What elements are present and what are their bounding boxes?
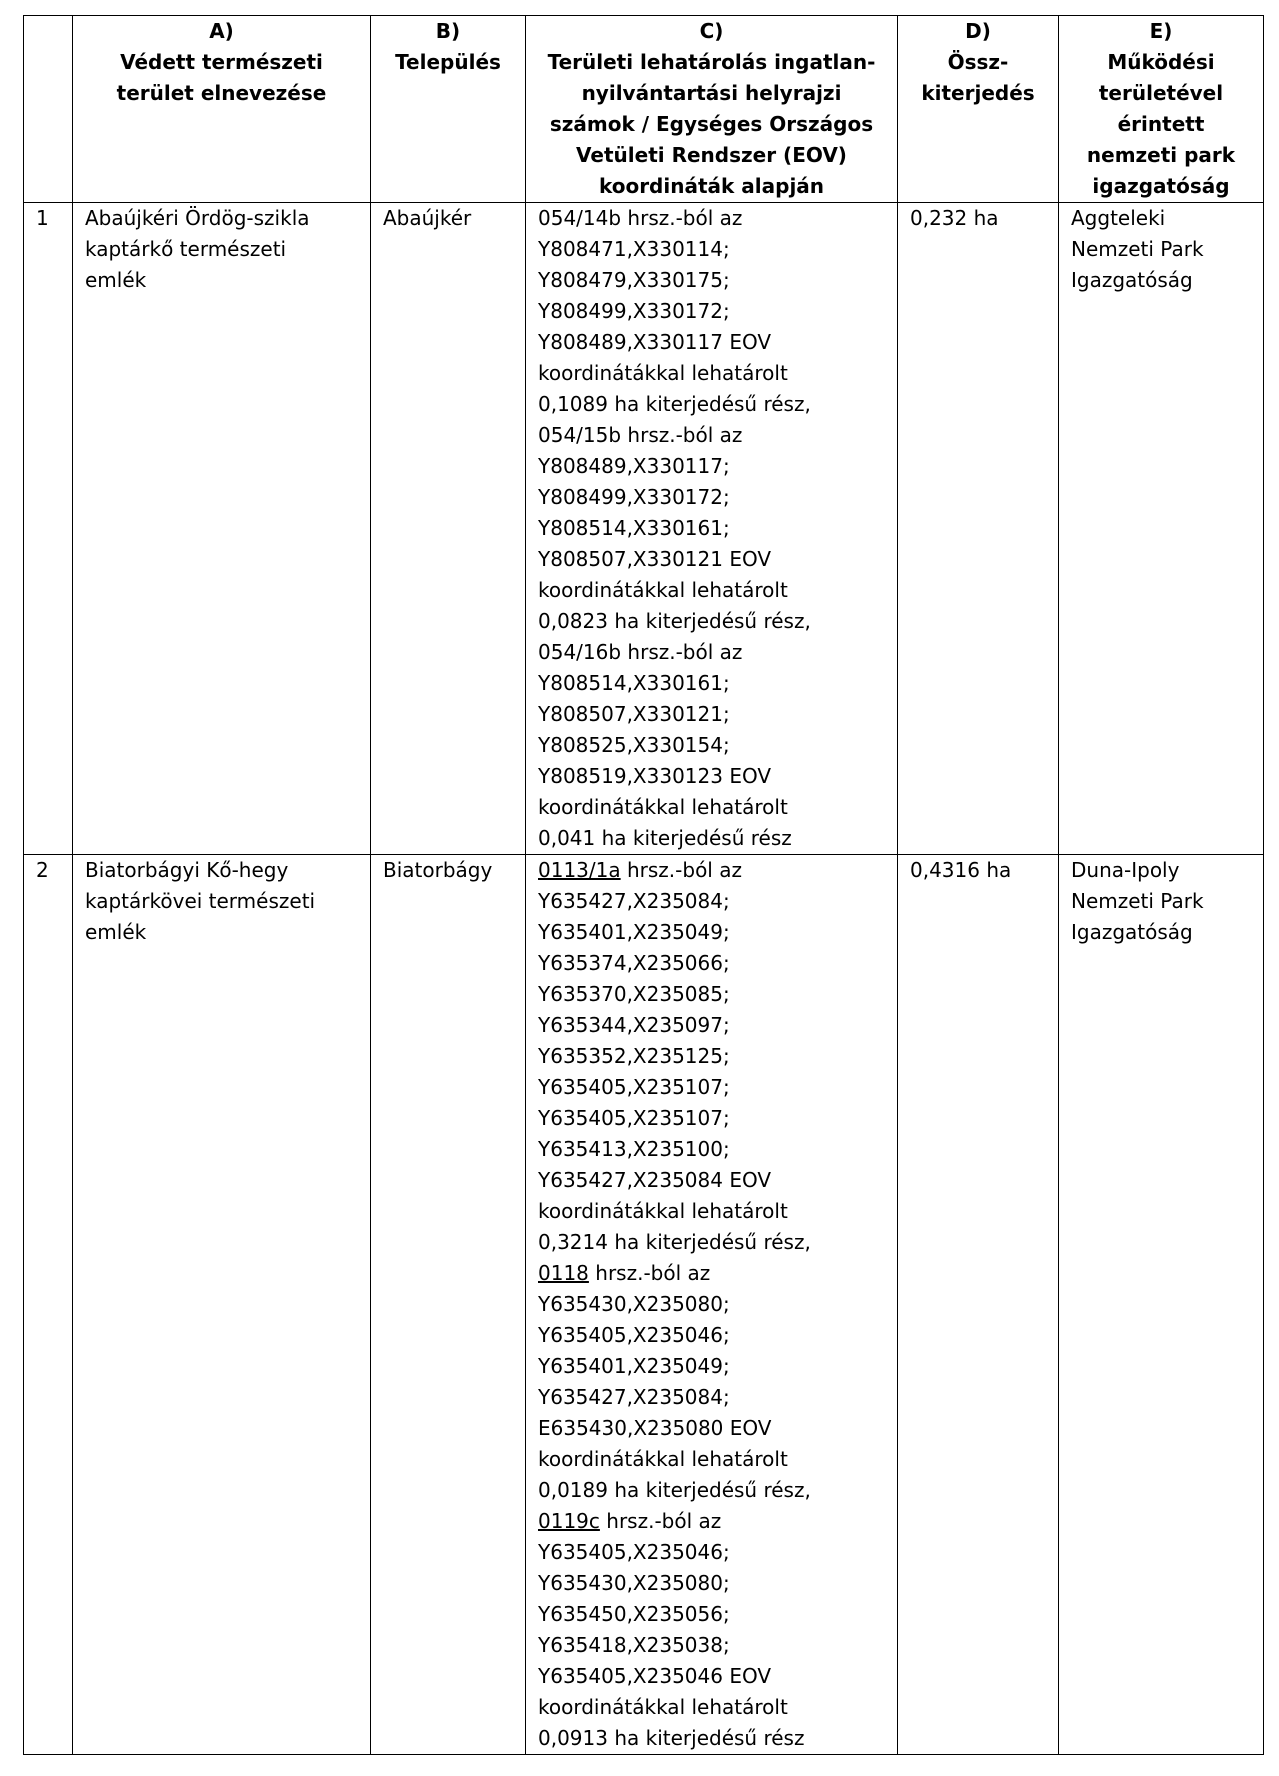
delimitation-line: koordinátákkal lehatárolt (538, 1695, 788, 1719)
area-name-line: emlék (85, 268, 147, 292)
parcel-number: 0118 (538, 1261, 589, 1285)
header-c-line: számok / Egységes Országos (549, 112, 874, 136)
header-e (1059, 16, 1264, 203)
delimitation-line: Y635450,X235056; (538, 1602, 730, 1626)
delimitation-line: Y635405,X235107; (538, 1106, 730, 1130)
delimitation-line: 0,0913 ha kiterjedésű rész (538, 1726, 805, 1750)
row-number-cell (24, 203, 73, 855)
delimitation-line: koordinátákkal lehatárolt (538, 1199, 788, 1223)
header-a (73, 16, 371, 203)
header-a-letter: A) (209, 19, 234, 43)
delimitation-line: 0,3214 ha kiterjedésű rész, (538, 1230, 811, 1254)
settlement-cell (371, 855, 526, 1755)
header-a-line: terület elnevezése (116, 81, 327, 105)
delimitation-line: 0119c hrsz.-ból az (538, 1509, 722, 1533)
delimitation-line: Y808499,X330172; (538, 485, 730, 509)
delimitation-line: 054/14b hrsz.-ból az (538, 206, 743, 230)
header-d-letter: D) (965, 19, 991, 43)
delimitation-cell (526, 203, 898, 855)
header-d-line: Össz- (947, 50, 1009, 74)
header-e-line: területével (1098, 81, 1224, 105)
delimitation-line: Y808507,X330121; (538, 702, 730, 726)
header-c-letter: C) (699, 19, 724, 43)
delimitation-line: Y808471,X330114; (538, 237, 730, 261)
delimitation-line: Y635427,X235084 EOV (538, 1168, 772, 1192)
area-name-cell (73, 855, 371, 1755)
row-number: 1 (36, 206, 49, 230)
header-a-line: Védett természeti (120, 50, 323, 74)
delimitation-line: 0118 hrsz.-ból az (538, 1261, 711, 1285)
delimitation-line: Y635374,X235066; (538, 951, 730, 975)
header-number (24, 16, 73, 203)
total-area: 0,232 ha (910, 206, 999, 230)
area-name-line: kaptárkő természeti (85, 237, 287, 261)
directorate-line: Aggteleki (1071, 206, 1166, 230)
table-row (24, 203, 1264, 855)
delimitation-line: Y635405,X235046 EOV (538, 1664, 772, 1688)
delimitation-line: Y635370,X235085; (538, 982, 730, 1006)
delimitation-line: Y635413,X235100; (538, 1137, 730, 1161)
total-area-cell (898, 855, 1059, 1755)
delimitation-line: Y635405,X235107; (538, 1075, 730, 1099)
delimitation-line: koordinátákkal lehatárolt (538, 1447, 788, 1471)
delimitation-line: Y635352,X235125; (538, 1044, 730, 1068)
parcel-number: 0113/1a (538, 858, 621, 882)
area-name-line: Abaújkéri Ördög-szikla (85, 206, 310, 230)
settlement-name: Biatorbágy (383, 858, 493, 882)
header-e-line: Működési (1107, 50, 1215, 74)
delimitation-cell (526, 855, 898, 1755)
settlement-name: Abaújkér (383, 206, 472, 230)
delimitation-line: E635430,X235080 EOV (538, 1416, 772, 1440)
directorate-line: Nemzeti Park (1071, 889, 1204, 913)
settlement-cell (371, 203, 526, 855)
header-c-line: Területi lehatárolás ingatlan- (547, 50, 876, 74)
header-b (371, 16, 526, 203)
delimitation-line: Y808499,X330172; (538, 299, 730, 323)
delimitation-line: Y635430,X235080; (538, 1571, 730, 1595)
delimitation-line: 0113/1a hrsz.-ból az (538, 858, 742, 882)
table-body (24, 203, 1264, 1755)
delimitation-line: Y808489,X330117; (538, 454, 730, 478)
delimitation-line: Y808479,X330175; (538, 268, 730, 292)
header-d (898, 16, 1059, 203)
directorate-line: Igazgatóság (1071, 920, 1193, 944)
area-name-line: Biatorbágyi Kő-hegy (85, 858, 289, 882)
delimitation-line: Y808514,X330161; (538, 516, 730, 540)
directorate-cell (1059, 855, 1264, 1755)
delimitation-line: Y635401,X235049; (538, 920, 730, 944)
protected-areas-table (23, 15, 1264, 1755)
header-c-line: Vetületi Rendszer (EOV) (576, 143, 847, 167)
delimitation-line: 0,0823 ha kiterjedésű rész, (538, 609, 811, 633)
delimitation-line: 054/16b hrsz.-ból az (538, 640, 743, 664)
delimitation-line: Y808489,X330117 EOV (538, 330, 772, 354)
delimitation-line: 0,041 ha kiterjedésű rész (538, 826, 792, 850)
row-number: 2 (36, 858, 49, 882)
header-c-line: koordináták alapján (598, 174, 825, 198)
delimitation-line: 054/15b hrsz.-ból az (538, 423, 743, 447)
header-e-letter: E) (1149, 19, 1173, 43)
total-area: 0,4316 ha (910, 858, 1012, 882)
delimitation-line: Y635427,X235084; (538, 889, 730, 913)
parcel-number: 0119c (538, 1509, 600, 1533)
delimitation-line: koordinátákkal lehatárolt (538, 578, 788, 602)
header-c (526, 16, 898, 203)
delimitation-line: Y635405,X235046; (538, 1323, 730, 1347)
header-b-letter: B) (435, 19, 461, 43)
delimitation-line: Y635430,X235080; (538, 1292, 730, 1316)
area-name-line: emlék (85, 920, 147, 944)
delimitation-line: koordinátákkal lehatárolt (538, 795, 788, 819)
directorate-line: Igazgatóság (1071, 268, 1193, 292)
header-e-line: nemzeti park (1086, 143, 1236, 167)
delimitation-line: Y635401,X235049; (538, 1354, 730, 1378)
header-e-line: érintett (1117, 112, 1205, 136)
area-name-line: kaptárkövei természeti (85, 889, 316, 913)
header-b-line: Település (395, 50, 501, 74)
delimitation-line: Y635405,X235046; (538, 1540, 730, 1564)
delimitation-line: 0,0189 ha kiterjedésű rész, (538, 1478, 811, 1502)
total-area-cell (898, 203, 1059, 855)
header-c-line: nyilvántartási helyrajzi (581, 81, 842, 105)
header-row (24, 16, 1264, 203)
area-name-cell (73, 203, 371, 855)
delimitation-line: Y635344,X235097; (538, 1013, 730, 1037)
delimitation-line: Y808514,X330161; (538, 671, 730, 695)
table-row (24, 855, 1264, 1755)
directorate-cell (1059, 203, 1264, 855)
directorate-line: Duna-Ipoly (1071, 858, 1180, 882)
row-number-cell (24, 855, 73, 1755)
directorate-line: Nemzeti Park (1071, 237, 1204, 261)
delimitation-line: Y635418,X235038; (538, 1633, 730, 1657)
delimitation-line: koordinátákkal lehatárolt (538, 361, 788, 385)
delimitation-line: Y808525,X330154; (538, 733, 730, 757)
delimitation-line: 0,1089 ha kiterjedésű rész, (538, 392, 811, 416)
delimitation-line: Y808519,X330123 EOV (538, 764, 772, 788)
delimitation-line: Y808507,X330121 EOV (538, 547, 772, 571)
header-d-line: kiterjedés (921, 81, 1035, 105)
header-e-line: igazgatóság (1092, 174, 1230, 198)
delimitation-line: Y635427,X235084; (538, 1385, 730, 1409)
